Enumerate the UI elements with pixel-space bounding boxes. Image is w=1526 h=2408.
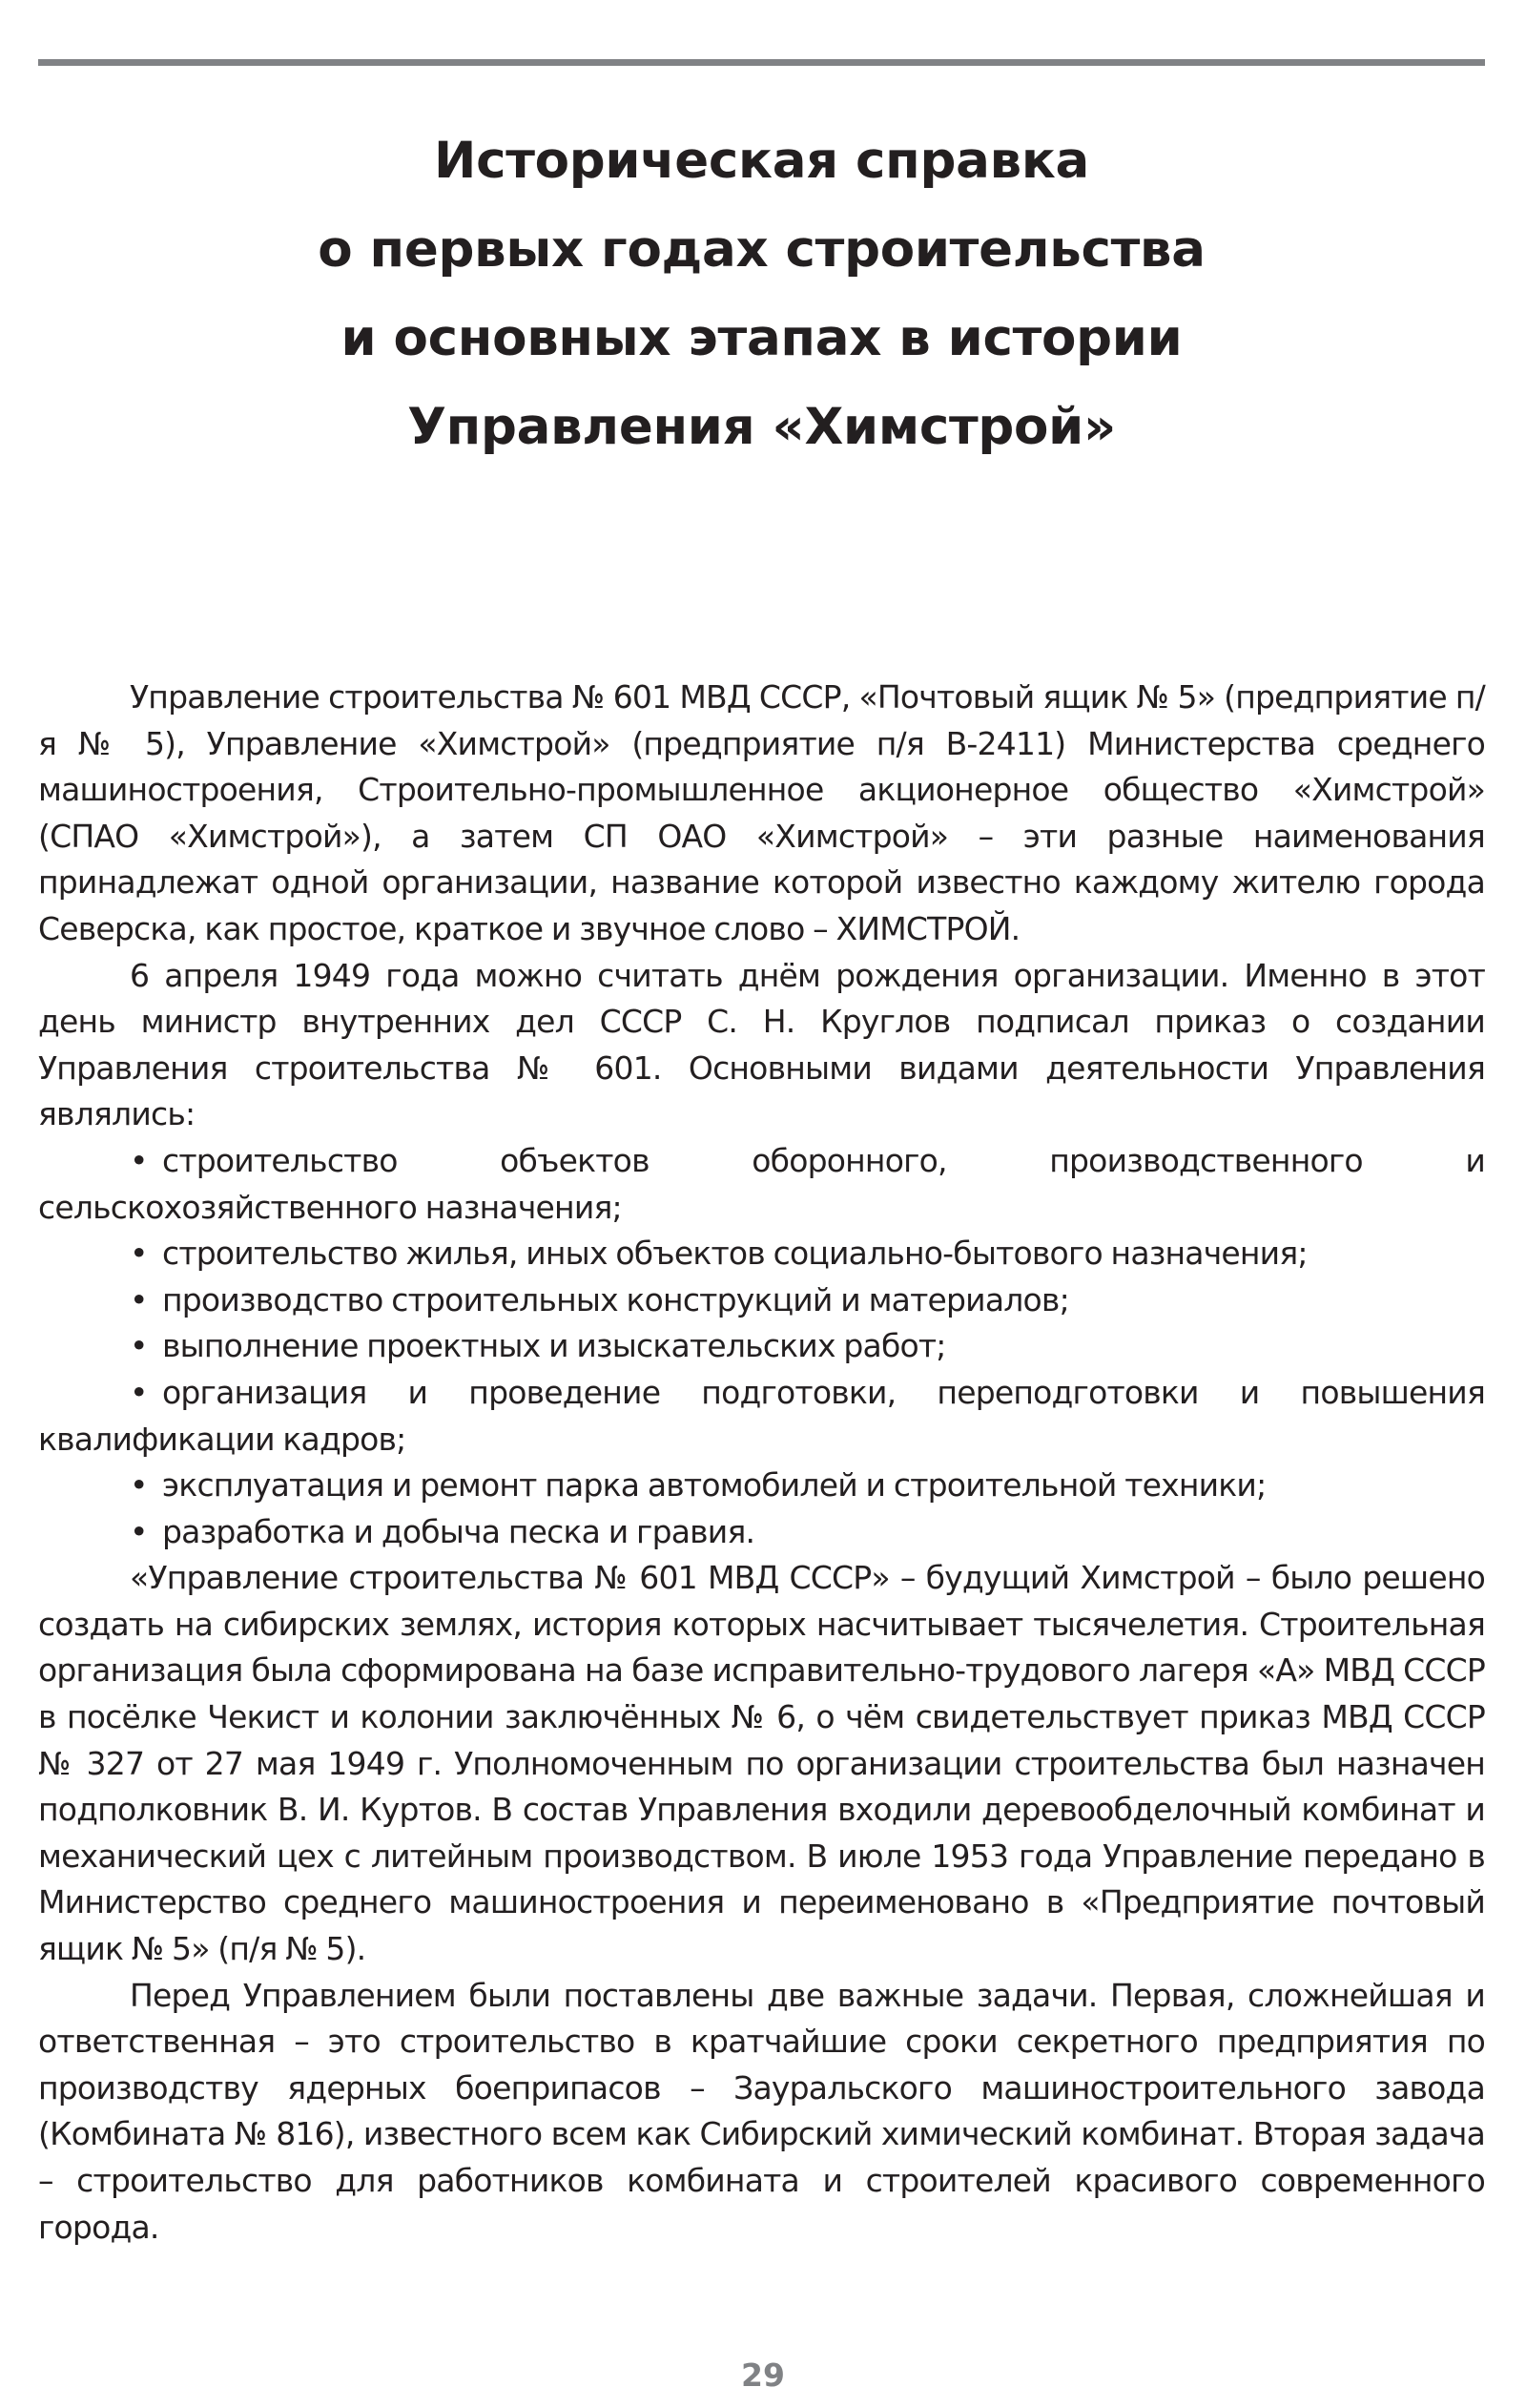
list-item <box>38 1138 1485 1231</box>
paragraph-history: «Управление строительства № 601 МВД СССР» – будущий Химстрой – было решено создать на сибирских землях, история которых насчитывает тысячелетия. Строительная организация была сформирована на базе исправительно-трудового лагеря «А» МВД СССР в посёлке Чекист и колонии заключённых № 6, о чём свидетельствует приказ МВД СССР № 327 от 27 мая 1949 г. Уполномоченным по организации строительства был назначен подполковник В. И. Куртов. В состав Управления входили деревообделочный комбинат и механический цех с литейным производством. В июле 1953 года Управление передано в Министерство среднего машиностроения и переименовано в «Предприятие почтовый ящик № 5» (п/я № 5). <box>38 1559 1485 1968</box>
bullet-icon: • <box>130 1466 148 1505</box>
title-line-3: и основных этапах в истории <box>340 309 1183 367</box>
title-line-2: о первых годах строительства <box>318 220 1206 279</box>
list-item-text: строительство объектов оборонного, производственного и сельскохозяйственного назначения; <box>38 1141 1485 1226</box>
list-item <box>38 1277 1485 1324</box>
list-item <box>38 1509 1485 1556</box>
paragraph-founding: 6 апреля 1949 года можно считать днём рождения организации. Именно в этот день министр внутренних дел СССР С. Н. Круглов подписал приказ о создании Управления строительства № 601. Основными видами деятельности Управления являлись: <box>38 956 1485 1133</box>
paragraph-tasks: Перед Управлением были поставлены две важные задачи. Первая, сложнейшая и ответственная – это строительство в кратчайшие сроки секретного предприятия по производству ядерных боеприпасов – Зауральского машиностроительного завода (Комбината № 816), известного всем как Сибирский химический комбинат. Вторая задача – строительство для работников комбината и строителей красивого современного города. <box>38 1976 1485 2246</box>
list-item-text: разработка и добыча песка и гравия. <box>162 1512 755 1550</box>
list-item-text: эксплуатация и ремонт парка автомобилей и строительной техники; <box>162 1466 1267 1505</box>
page-number: 29 <box>741 2356 785 2394</box>
activities-list <box>38 1138 1485 1555</box>
bullet-icon: • <box>130 1141 148 1179</box>
paragraph-intro: Управление строительства № 601 МВД СССР, «Почтовый ящик № 5» (предприятие п/я № 5), Управление «Химстрой» (предприятие п/я В-2411) Министерства среднего машиностроения, Строительно-промышленное акционерное общество «Химстрой» (СПАО «Химстрой»), а затем СП ОАО «Химстрой» – эти разные наименования принадлежат одной организации, название которой известно каждому жителю города Северска, как простое, краткое и звучное слово – ХИМСТРОЙ. <box>38 678 1485 947</box>
title-line-1: Историческая справка <box>434 132 1089 190</box>
list-item-text: строительство жилья, иных объектов социально-бытового назначения; <box>162 1235 1308 1273</box>
list-item-text: производство строительных конструкций и материалов; <box>162 1280 1069 1318</box>
list-item <box>38 1463 1485 1509</box>
list-item-text: организация и проведение подготовки, переподготовки и повышения квалификации кадров; <box>38 1373 1485 1458</box>
title-line-4: Управления «Химстрой» <box>407 398 1116 456</box>
top-divider-rule <box>38 59 1485 66</box>
bullet-icon: • <box>130 1235 148 1273</box>
list-item <box>38 1231 1485 1277</box>
page-title <box>38 116 1485 471</box>
article-body <box>38 675 1485 2251</box>
list-item-text: выполнение проектных и изыскательских работ; <box>162 1327 946 1365</box>
bullet-icon: • <box>130 1327 148 1365</box>
list-item <box>38 1323 1485 1370</box>
bullet-icon: • <box>130 1373 148 1411</box>
bullet-icon: • <box>130 1280 148 1318</box>
bullet-icon: • <box>130 1512 148 1550</box>
list-item <box>38 1370 1485 1463</box>
